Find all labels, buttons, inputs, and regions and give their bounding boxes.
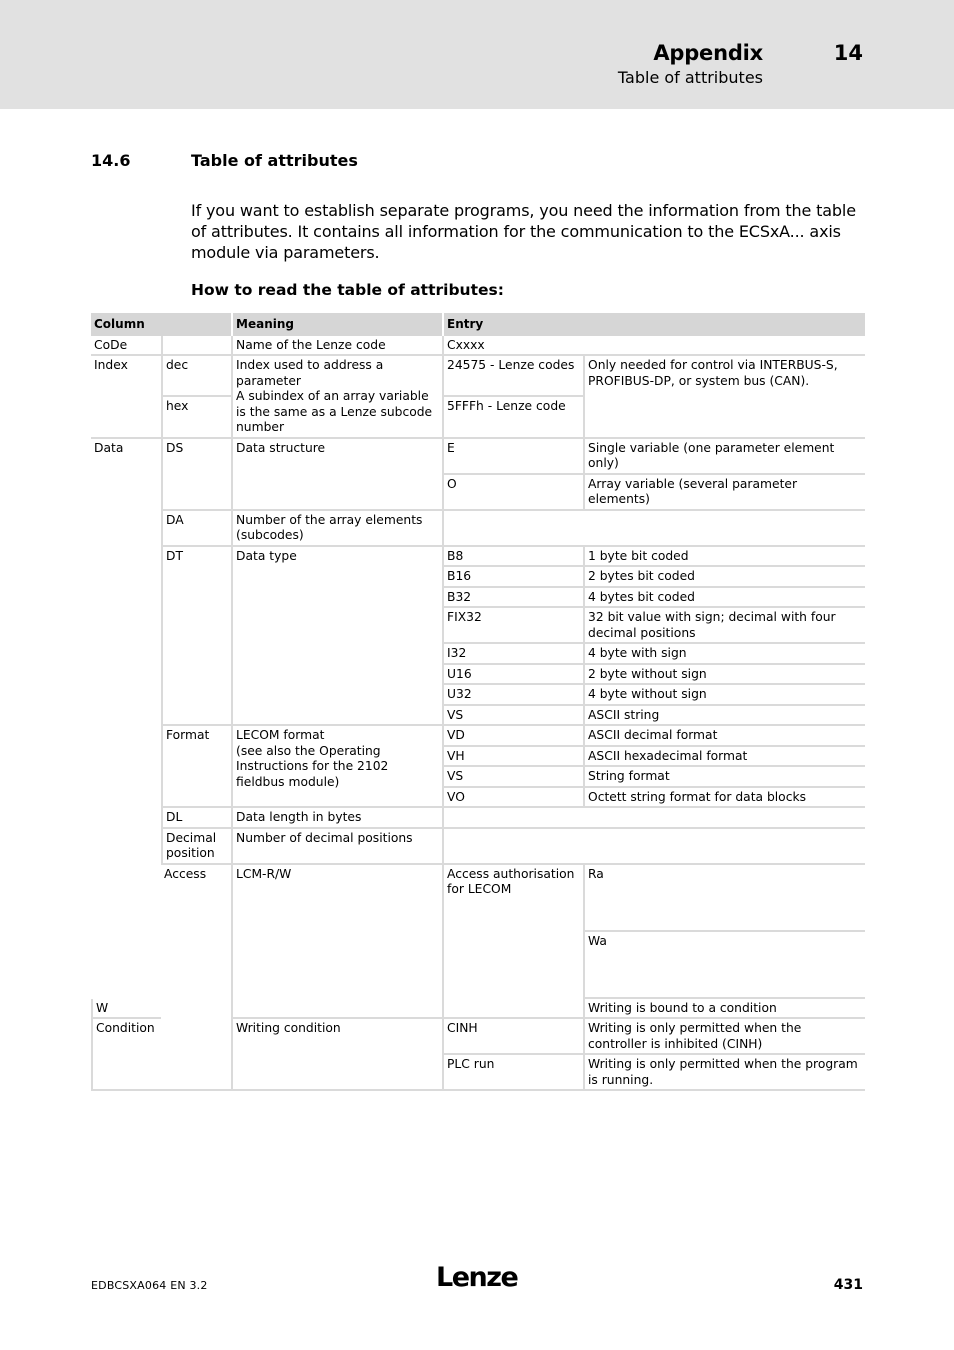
table-row — [91, 336, 865, 357]
cell-entry: U16 — [442, 665, 583, 686]
table-row — [91, 726, 865, 747]
cell-description: ASCII string — [583, 706, 865, 727]
cell-entry: VS — [442, 706, 583, 727]
cell-entry — [442, 511, 865, 547]
cell-sub: dec — [161, 356, 231, 397]
cell-entry: I32 — [442, 644, 583, 665]
section-title: Table of attributes — [191, 151, 358, 170]
cell-column: Access — [161, 865, 231, 1092]
header-column: Column — [91, 313, 231, 336]
cell-description: ASCII decimal format — [583, 726, 865, 747]
cell-entry: FIX32 — [442, 608, 583, 644]
table-row — [91, 808, 865, 829]
table-row — [91, 356, 865, 397]
cell-meaning: Index used to address a parameter A subindex of an array variable is the same as a Lenze subcode number — [231, 356, 442, 439]
lenze-logo: Lenze — [436, 1262, 518, 1293]
cell-meaning: Data length in bytes — [231, 808, 442, 829]
table-row — [91, 547, 865, 568]
cell-sub: hex — [161, 397, 231, 439]
cell-entry: VO — [442, 788, 583, 809]
cell-entry: CINH — [442, 1019, 583, 1055]
cell-sub: LCM-R/W — [231, 865, 442, 1020]
cell-entry: W — [91, 999, 161, 1020]
cell-column: CoDe — [91, 336, 161, 357]
cell-entry: O — [442, 475, 583, 511]
cell-meaning: Name of the Lenze code — [231, 336, 442, 357]
cell-entry: VS — [442, 767, 583, 788]
cell-description: String format — [583, 767, 865, 788]
cell-meaning: Data structure — [231, 439, 442, 511]
cell-description: 1 byte bit coded — [583, 547, 865, 568]
header-band — [0, 0, 954, 109]
cell-description: 4 byte without sign — [583, 685, 865, 706]
cell-sub: Format — [161, 726, 231, 808]
cell-entry: U32 — [442, 685, 583, 706]
cell-description: Single variable (one parameter element only) — [583, 439, 865, 475]
cell-description: Writing is bound to a condition — [583, 999, 865, 1020]
header-meaning: Meaning — [231, 313, 442, 336]
cell-description: Writing is only permitted when the program is running. — [583, 1055, 865, 1091]
chapter-number: 14 — [833, 41, 863, 65]
cell-meaning: Number of decimal positions — [231, 829, 442, 865]
cell-entry: E — [442, 439, 583, 475]
cell-description: ASCII hexadecimal format — [583, 747, 865, 768]
cell-sub — [161, 336, 231, 357]
cell-entry: B16 — [442, 567, 583, 588]
cell-description: Only needed for control via INTERBUS-S, PROFIBUS-DP, or system bus (CAN). — [583, 356, 865, 439]
cell-entry: Cxxxx — [442, 336, 865, 357]
cell-entry: PLC run — [442, 1055, 583, 1091]
cell-entry: VD — [442, 726, 583, 747]
cell-description: 4 byte with sign — [583, 644, 865, 665]
howto-heading: How to read the table of attributes: — [191, 281, 504, 299]
cell-meaning: Number of the array elements (subcodes) — [231, 511, 442, 547]
table-row — [91, 439, 865, 475]
cell-description: 2 bytes bit coded — [583, 567, 865, 588]
table-row — [91, 511, 865, 547]
chapter-title: Appendix — [653, 41, 763, 65]
cell-entry: B32 — [442, 588, 583, 609]
intro-paragraph: If you want to establish separate programs, you need the information from the table of attributes. It contains all information for the communication to the ECSxA... axis module via parameters. — [191, 201, 856, 262]
cell-entry — [442, 829, 865, 865]
cell-entry: 5FFFh - Lenze code — [442, 397, 583, 439]
page-number: 431 — [833, 1277, 863, 1293]
section-number: 14.6 — [91, 151, 131, 170]
cell-column: Index — [91, 356, 161, 439]
table-row — [91, 829, 865, 865]
cell-sub: DS — [161, 439, 231, 511]
cell-description: 2 byte without sign — [583, 665, 865, 686]
attributes-table — [91, 313, 865, 1091]
table-header-row — [91, 313, 865, 336]
cell-sub: DT — [161, 547, 231, 727]
cell-column: Data — [94, 440, 124, 455]
cell-meaning: Data type — [231, 547, 442, 727]
cell-sub: Decimal position — [161, 829, 231, 865]
cell-sub: DA — [161, 511, 231, 547]
cell-description: Array variable (several parameter elements) — [583, 475, 865, 511]
cell-description: 32 bit value with sign; decimal with four decimal positions — [583, 608, 865, 644]
cell-sub: DL — [161, 808, 231, 829]
table-row — [91, 865, 865, 932]
cell-meaning: Access authorisation for LECOM — [442, 865, 583, 1020]
cell-description: Octett string format for data blocks — [583, 788, 865, 809]
cell-description: Writing is only permitted when the controller is inhibited (CINH) — [583, 1019, 865, 1055]
cell-entry: B8 — [442, 547, 583, 568]
cell-sub: Condition — [91, 1019, 161, 1091]
cell-entry: VH — [442, 747, 583, 768]
cell-description: 4 bytes bit coded — [583, 588, 865, 609]
cell-entry: Wa — [583, 932, 865, 999]
header-entry: Entry — [442, 313, 865, 336]
cell-entry — [442, 808, 865, 829]
cell-meaning: Writing condition — [231, 1019, 442, 1091]
cell-entry: 24575 - Lenze codes — [442, 356, 583, 397]
chapter-subtitle: Table of attributes — [617, 68, 763, 87]
cell-entry: Ra — [583, 865, 865, 932]
document-id: EDBCSXA064 EN 3.2 — [91, 1279, 208, 1292]
cell-meaning: LECOM format (see also the Operating Instructions for the 2102 fieldbus module) — [231, 726, 442, 808]
